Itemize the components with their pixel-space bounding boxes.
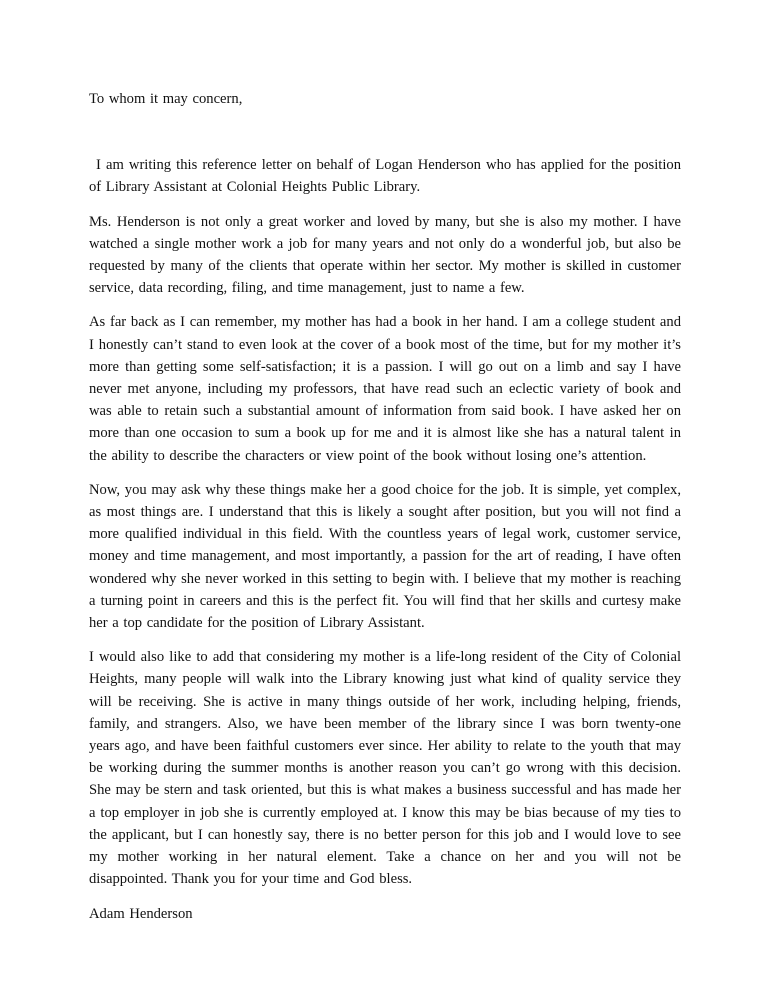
paragraph-qualifications: Ms. Henderson is not only a great worker and loved by many, but she is also my mother. I have watched a single mother work a job for many years and not only do a wonderful job, but also be requested by many of the clients that operate within her sector. My mother is skilled in customer service, data recording, filing, and time management, just to name a few. xyxy=(89,213,681,297)
salutation: To whom it may concern, xyxy=(89,91,243,107)
paragraph-passion-for-books: As far back as I can remember, my mother has had a book in her hand. I am a college student and I honestly can’t stand to even look at the cover of a book most of the time, but for my mother it’s more than getting some self-satisfaction; it is a passion. I will go out on a limb and say I have never met anyone, including my professors, that have read such an eclectic variety of book and was able to retain such a substantial amount of information from said book. I have asked her on more than one occasion to sum a book up for me and it is almost like she has a natural talent in the ability to describe the characters or view point of the book without losing one’s attention. xyxy=(89,314,681,464)
paragraph-good-choice: Now, you may ask why these things make her a good choice for the job. It is simple, yet complex, as most things are. I understand that this is likely a sought after position, but you will not find a more qualified individual in this field. With the countless years of legal work, customer service, money and time management, and most importantly, a passion for the art of reading, I have often wondered why she never worked in this setting to begin with. I believe that my mother is reaching a turning point in careers and this is the perfect fit. You will find that her skills and curtesy make her a top candidate for the position of Library Assistant. xyxy=(89,481,681,632)
paragraph-introduction: I am writing this reference letter on behalf of Logan Henderson who has applied for the position of Library Assistant at Colonial Heights Public Library. xyxy=(89,157,681,196)
reference-letter xyxy=(89,88,681,925)
paragraph-community: I would also like to add that considering my mother is a life-long resident of the City of Colonial Heights, many people will walk into the Library knowing just what kind of quality service they will be receiving. She is active in many things outside of her work, including helping, friends, family, and strangers. Also, we have been member of the library since I was born twenty-one years ago, and have been faithful customers ever since. Her ability to relate to the youth that may be working during the summer months is another reason you can’t go wrong with this decision. She may be stern and task oriented, but this is what makes a business successful and has made her a top employer in job she is currently employed at. I know this may be bias because of my ties to the applicant, but I can honestly say, there is no better person for this job and I would love to see my mother working in her natural element. Take a chance on her and you will not be disappointed. Thank you for your time and God bless. xyxy=(89,649,681,888)
signature: Adam Henderson xyxy=(89,905,193,922)
